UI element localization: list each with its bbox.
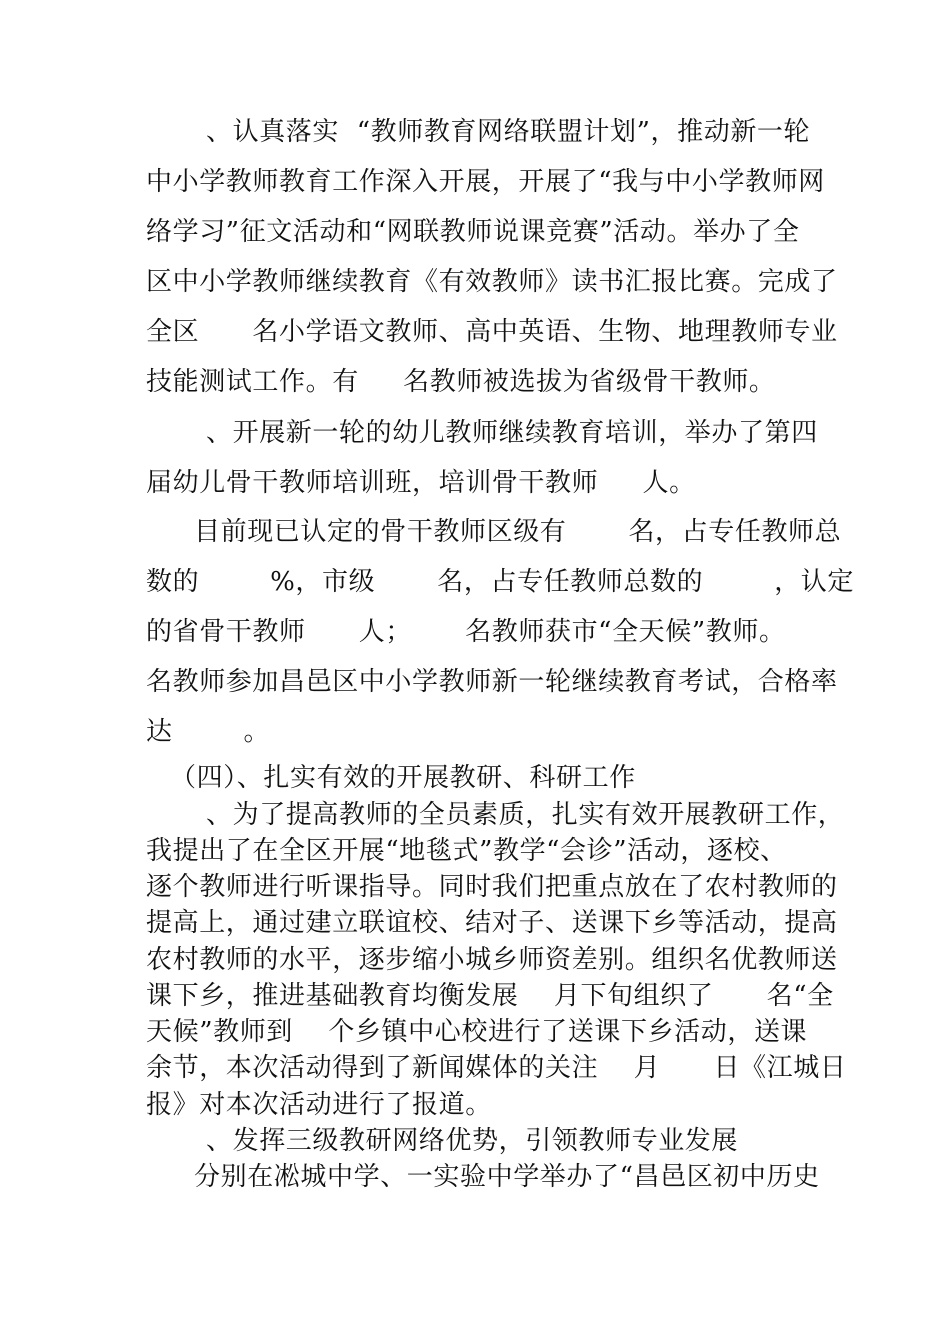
paragraph-line: 、发挥三级教研网络优势，引领教师专业发展 (206, 1126, 739, 1156)
paragraph-line: 余节，本次活动得到了新闻媒体的关注 月 日《江城日 (146, 1053, 847, 1083)
paragraph-line: 络学习”征文活动和“网联教师说课竞赛”活动。举办了全 (146, 217, 800, 247)
paragraph-line: 区中小学教师继续教育《有效教师》读书汇报比赛。完成了 (146, 267, 838, 297)
paragraph-line: 农村教师的水平，逐步缩小城乡师资差别。组织名优教师送 (146, 945, 838, 975)
paragraph-line: 分别在凇城中学、一实验中学举办了“昌邑区初中历史 (194, 1162, 820, 1192)
paragraph-line: 目前现已认定的骨干教师区级有 名，占专任教师总 (194, 517, 842, 547)
paragraph-line: 、开展新一轮的幼儿教师继续教育培训，举办了第四 (206, 418, 818, 448)
paragraph-line: 、认真落实 “教师教育网络联盟计划”，推动新一轮 (206, 117, 811, 147)
paragraph-line: 名教师参加昌邑区中小学教师新一轮继续教育考试，合格率 (146, 667, 838, 697)
paragraph-line: 的省骨干教师 人； 名教师获市“全天候”教师。 (146, 617, 786, 647)
section-heading: （四）、扎实有效的开展教研、科研工作 (170, 763, 636, 793)
paragraph-line: 达 。 (146, 717, 271, 747)
paragraph-line: 我提出了在全区开展“地毯式”教学“会诊”活动，逐校、 (146, 836, 787, 866)
paragraph-line: 技能测试工作。有 名教师被选拔为省级骨干教师。 (146, 367, 776, 397)
paragraph-line: 全区 名小学语文教师、高中英语、生物、地理教师专业 (146, 317, 838, 347)
paragraph-line: 数的 %，市级 名，占专任教师总数的 ，认定 (146, 567, 854, 597)
paragraph-line: 中小学教师教育工作深入开展，开展了“我与中小学教师网 (146, 167, 825, 197)
paragraph-line: 逐个教师进行听课指导。同时我们把重点放在了农村教师的 (146, 872, 838, 902)
paragraph-line: 报》对本次活动进行了报道。 (146, 1090, 492, 1120)
paragraph-line: 届幼儿骨干教师培训班，培训骨干教师 人。 (146, 468, 696, 498)
paragraph-line: 提高上，通过建立联谊校、结对子、送课下乡等活动，提高 (146, 908, 838, 938)
paragraph-line: 课下乡，推进基础教育均衡发展 月下旬组织了 名“全 (146, 981, 834, 1011)
paragraph-line: 、为了提高教师的全员素质，扎实有效开展教研工作， (206, 800, 845, 830)
paragraph-line: 天候”教师到 个乡镇中心校进行了送课下乡活动，送课 (146, 1017, 808, 1047)
